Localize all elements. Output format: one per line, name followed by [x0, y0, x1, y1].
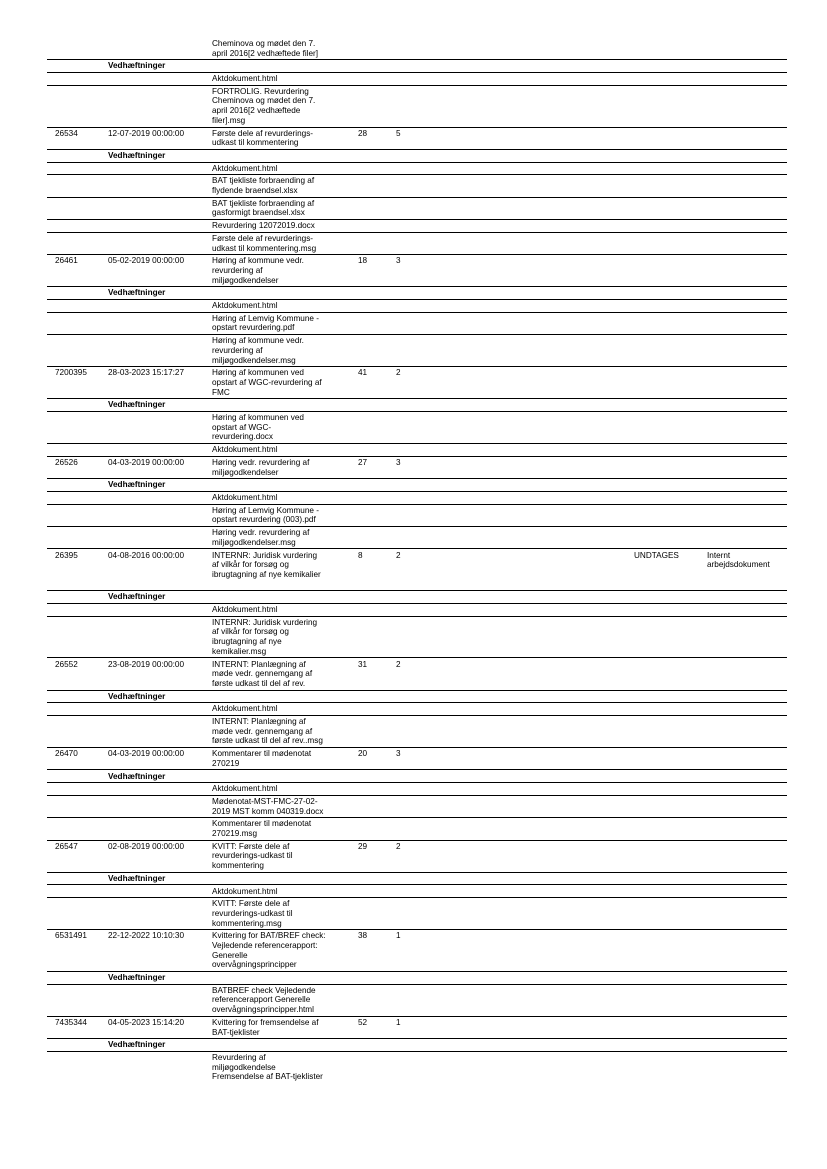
doc-page-count: 3: [396, 457, 401, 467]
doc-title: Høring af kommune vedr. revurdering af miljøgodkendelser: [212, 256, 304, 285]
attachment-title: Høring af kommunen ved opstart af WGC- revurdering.docx: [212, 413, 304, 442]
attachment-title: Aktdokument.html: [212, 784, 278, 794]
attachment-title: Høring af kommune vedr. revurdering af miljøgodkendelser.msg: [212, 336, 304, 365]
document-row: [47, 841, 787, 873]
attachment-row: [47, 818, 787, 840]
doc-number: 27: [358, 457, 368, 467]
attachment-row: [47, 444, 787, 457]
doc-date: 04-03-2019 00:00:00: [108, 749, 185, 759]
attachment-row: [47, 716, 787, 748]
attachments-header-label: Vedhæftninger: [108, 151, 166, 160]
attachment-row: [47, 313, 787, 335]
attachment-title: Første dele af revurderings- udkast til kommentering.msg: [212, 233, 317, 253]
attachments-header-label: Vedhæftninger: [108, 1040, 166, 1050]
doc-title: Kommentarer til mødenotat 270219: [212, 749, 312, 768]
doc-page-count: 1: [396, 1017, 401, 1027]
document-row: [47, 255, 787, 287]
document-row: [47, 128, 787, 150]
attachment-row: [47, 86, 787, 128]
attachment-title: KVITT: Første dele af revurderings-udkast til kommentering.msg: [212, 899, 293, 928]
attachment-title: Aktdokument.html: [212, 704, 278, 714]
attachment-row: [47, 492, 787, 505]
doc-id: 26395: [55, 550, 78, 560]
attachment-title: Aktdokument.html: [212, 301, 278, 311]
attachment-title: Revurdering af miljøgodkendelse Fremsendelse af BAT-tjeklister: [212, 1053, 323, 1082]
attachment-title: Mødenotat-MST-FMC-27-02- 2019 MST komm 040319.docx: [212, 796, 324, 816]
attachments-header-row: [47, 1039, 787, 1052]
attachments-header-row: [47, 150, 787, 163]
attachments-header-row: [47, 873, 787, 886]
doc-id: 26552: [55, 659, 78, 669]
attachment-row: [47, 1052, 787, 1083]
doc-date: 23-08-2019 00:00:00: [108, 659, 185, 669]
doc-number: 41: [358, 368, 368, 378]
attachment-row: [47, 163, 787, 176]
doc-title: Kvittering for BAT/BREF check: Vejledende referencerapport: Generelle overvågningsprincipper: [212, 931, 326, 970]
attachment-title: Høring af Lemvig Kommune - opstart revurdering (003).pdf: [212, 505, 319, 525]
document-row: [47, 1017, 787, 1039]
attachments-header-label: Vedhæftninger: [108, 61, 166, 71]
doc-page-count: 3: [396, 256, 401, 266]
doc-page-count: 2: [396, 841, 401, 851]
attachments-header-label: Vedhæftninger: [108, 771, 166, 781]
doc-date: 04-05-2023 15:14:20: [108, 1017, 185, 1027]
attachment-title: BAT tjekliste forbraending af gasformigt braendsel.xlsx: [212, 198, 315, 218]
attachment-row: [47, 604, 787, 617]
attachment-row: [47, 886, 787, 899]
doc-date: 02-08-2019 00:00:00: [108, 841, 185, 851]
attachment-row: [47, 233, 787, 255]
doc-title: KVITT: Første dele af revurderings-udkast til kommentering: [212, 841, 293, 871]
attachment-title: Høring af Lemvig Kommune - opstart revurdering.pdf: [212, 313, 319, 333]
doc-id: 26461: [55, 256, 78, 266]
doc-page-count: 2: [396, 659, 401, 669]
continued-title-row: [47, 38, 787, 60]
attachment-row: [47, 985, 787, 1017]
doc-status: UNDTAGES: [634, 550, 679, 560]
doc-title: Første dele af revurderings- udkast til kommentering: [212, 128, 314, 148]
doc-number: 20: [358, 749, 368, 759]
doc-number: 52: [358, 1017, 368, 1027]
attachment-row: [47, 617, 787, 659]
doc-date: 04-03-2019 00:00:00: [108, 457, 185, 467]
attachments-header-label: Vedhæftninger: [108, 480, 166, 490]
document-row: [47, 457, 787, 479]
attachment-row: [47, 527, 787, 549]
doc-id: 6531491: [55, 931, 87, 941]
doc-id: 26470: [55, 749, 78, 759]
doc-id: 7435344: [55, 1017, 87, 1027]
attachment-row: [47, 412, 787, 444]
doc-number: 18: [358, 256, 368, 266]
attachment-title: Kommentarer til mødenotat 270219.msg: [212, 819, 312, 838]
doc-date: 22-12-2022 10:10:30: [108, 931, 185, 941]
attachment-title: Aktdokument.html: [212, 445, 278, 455]
document-row: [47, 930, 787, 972]
document-row: [47, 659, 787, 691]
attachment-title: Aktdokument.html: [212, 163, 278, 173]
doc-title: Kvittering for fremsendelse af BAT-tjeklister: [212, 1017, 319, 1037]
doc-title: INTERNR: Juridisk vurdering af vilkår for forsøg og ibrugtagning af nye kemikalier: [212, 550, 321, 579]
attachment-title: BAT tjekliste forbraending af flydende braendsel.xlsx: [212, 176, 315, 196]
doc-number: 29: [358, 841, 368, 851]
attachment-title: Aktdokument.html: [212, 74, 278, 84]
document-row: [47, 550, 787, 592]
attachments-header-row: [47, 479, 787, 492]
attachment-title: Høring vedr. revurdering af miljøgodkendelser.msg: [212, 528, 310, 547]
attachment-row: [47, 703, 787, 716]
doc-title: Høring af kommunen ved opstart af WGC-revurdering af FMC: [212, 368, 322, 397]
attachment-title: INTERNR: Juridisk vurdering af vilkår for forsøg og ibrugtagning af nye kemikalier.msg: [212, 617, 318, 656]
doc-reason: Internt arbejdsdokument: [707, 550, 770, 570]
doc-id: 26526: [55, 457, 78, 467]
doc-id: 26547: [55, 841, 78, 851]
attachments-header-label: Vedhæftninger: [108, 400, 166, 410]
doc-date: 05-02-2019 00:00:00: [108, 256, 185, 266]
attachment-title: Aktdokument.html: [212, 493, 278, 502]
doc-date: 28-03-2023 15:17:27: [108, 368, 185, 378]
document-row: [47, 748, 787, 770]
attachment-row: [47, 175, 787, 197]
attachment-title: Aktdokument.html: [212, 886, 278, 896]
attachment-row: [47, 796, 787, 818]
doc-page-count: 1: [396, 931, 401, 941]
doc-number: 8: [358, 550, 363, 560]
doc-title: Høring vedr. revurdering af miljøgodkendelser: [212, 457, 310, 477]
attachments-header-row: [47, 399, 787, 412]
attachment-row: [47, 335, 787, 367]
attachments-header-row: [47, 60, 787, 73]
doc-id: 26534: [55, 128, 78, 138]
doc-date: 04-08-2016 00:00:00: [108, 550, 185, 560]
attachment-row: [47, 505, 787, 527]
attachments-header-label: Vedhæftninger: [108, 288, 166, 298]
attachments-header-row: [47, 591, 787, 604]
attachments-header-row: [47, 691, 787, 704]
attachment-row: [47, 220, 787, 233]
attachment-row: [47, 898, 787, 930]
attachments-header-label: Vedhæftninger: [108, 592, 166, 602]
attachments-header-row: [47, 972, 787, 985]
attachment-title: BATBREF check Vejledende referencerapport Generelle overvågningsprincipper.html: [212, 985, 316, 1015]
attachment-row: [47, 300, 787, 313]
attachments-header-label: Vedhæftninger: [108, 873, 166, 883]
doc-page-count: 3: [396, 749, 401, 759]
attachment-title: Aktdokument.html: [212, 605, 278, 614]
attachments-header-row: [47, 287, 787, 300]
doc-title: INTERNT: Planlægning af møde vedr. gennemgang af første udkast til del af rev.: [212, 659, 313, 688]
doc-page-count: 2: [396, 368, 401, 378]
attachments-header-label: Vedhæftninger: [108, 691, 166, 701]
attachment-title: FORTROLIG. Revurdering Cheminova og mødet den 7. april 2016[2 vedhæftede filer].msg: [212, 86, 316, 125]
doc-number: 28: [358, 128, 368, 138]
attachment-title: Revurdering 12072019.docx: [212, 221, 315, 231]
doc-page-count: 2: [396, 550, 401, 560]
doc-date: 12-07-2019 00:00:00: [108, 128, 185, 138]
doc-page-count: 5: [396, 128, 401, 138]
attachments-header-row: [47, 771, 787, 784]
doc-number: 31: [358, 659, 368, 669]
attachment-title: INTERNT: Planlægning af møde vedr. gennemgang af første udkast til del af rev..msg: [212, 717, 323, 746]
attachment-row: [47, 198, 787, 220]
doc-number: 38: [358, 931, 368, 941]
attachment-row: [47, 73, 787, 86]
attachment-row: [47, 783, 787, 796]
attachments-header-label: Vedhæftninger: [108, 973, 166, 983]
document-row: [47, 367, 787, 399]
attachment-title: Cheminova og mødet den 7. april 2016[2 vedhæftede filer]: [212, 39, 319, 58]
doc-id: 7200395: [55, 368, 87, 378]
